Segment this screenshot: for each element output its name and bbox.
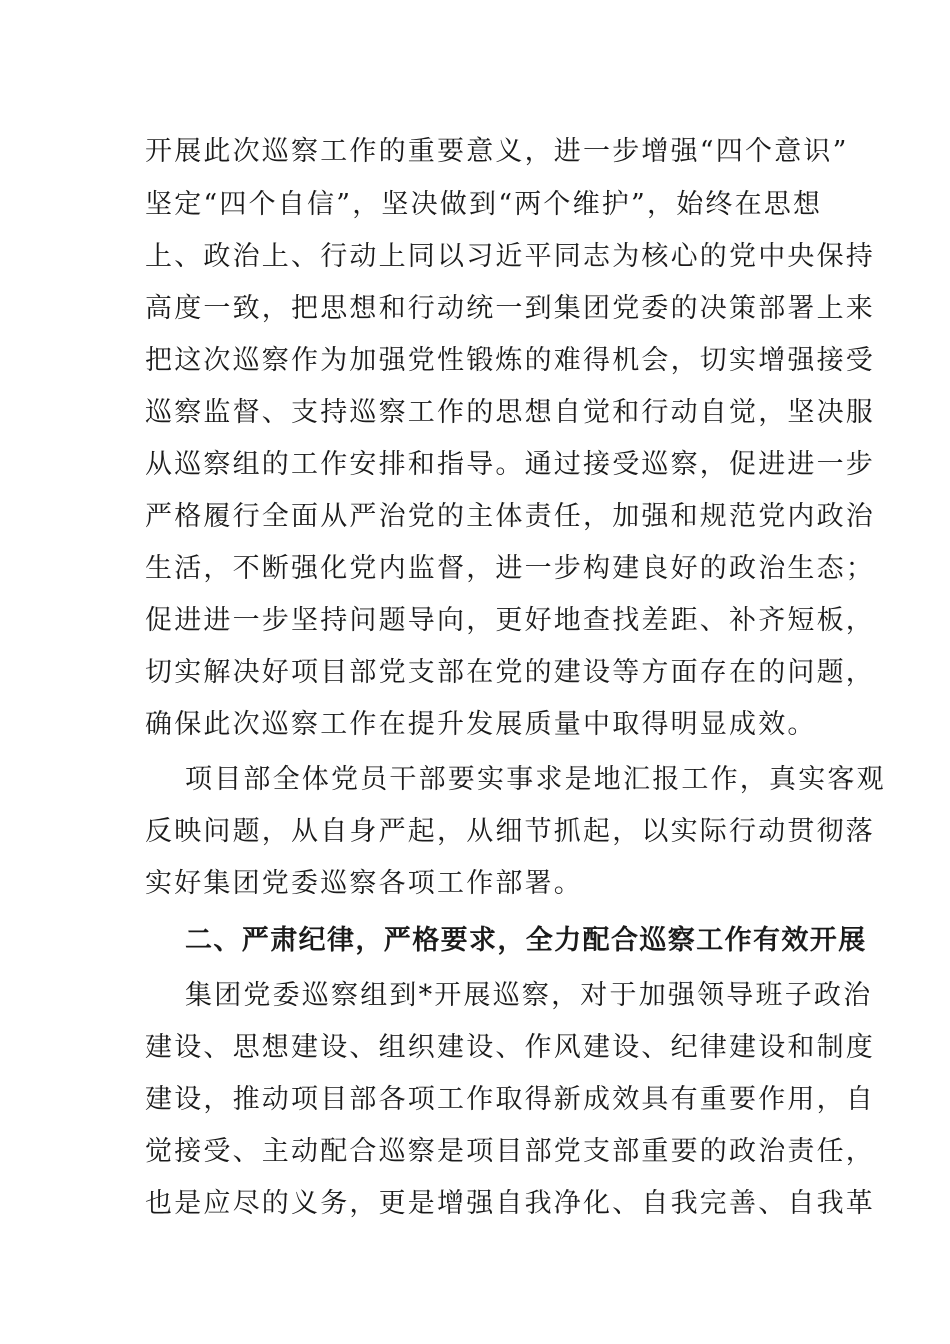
paragraph-2-line-2: 反映问题，从自身严起，从细节抓起，以实际行动贯彻落 [145,816,875,847]
paragraph-1-line-4: 高度一致，把思想和行动统一到集团党委的决策部署上来 [145,293,875,324]
paragraph-1-line-1: 开展此次巡察工作的重要意义，进一步增强“四个意识” [145,136,849,167]
paragraph-3-line-3: 建设，推动项目部各项工作取得新成效具有重要作用，自 [145,1084,875,1115]
paragraph-1-line-2: 坚定“四个自信”，坚决做到“两个维护”，始终在思想 [145,189,823,220]
paragraph-1-line-5: 把这次巡察作为加强党性锻炼的难得机会，切实增强接受 [145,345,875,376]
paragraph-1-line-12: 确保此次巡察工作在提升发展质量中取得明显成效。 [145,709,817,740]
paragraph-1-line-3: 上、政治上、行动上同以习近平同志为核心的党中央保持 [145,241,875,272]
paragraph-1-line-6: 巡察监督、支持巡察工作的思想自觉和行动自觉，坚决服 [145,397,875,428]
paragraph-3-line-4: 觉接受、主动配合巡察是项目部党支部重要的政治责任， [145,1136,875,1167]
paragraph-1-line-11: 切实解决好项目部党支部在党的建设等方面存在的问题， [145,657,875,688]
section-heading: 二、严肃纪律，严格要求，全力配合巡察工作有效开展 [185,925,867,956]
paragraph-1-line-9: 生活，不断强化党内监督，进一步构建良好的政治生态； [145,553,875,584]
paragraph-3-line-2: 建设、思想建设、组织建设、作风建设、纪律建设和制度 [145,1032,875,1063]
paragraph-1-line-10: 促进进一步坚持问题导向，更好地查找差距、补齐短板， [145,605,875,636]
paragraph-1-line-7: 从巡察组的工作安排和指导。通过接受巡察，促进进一步 [145,449,875,480]
paragraph-3-line-1: 集团党委巡察组到*开展巡察，对于加强领导班子政治 [185,980,873,1011]
paragraph-3-line-5: 也是应尽的义务，更是增强自我净化、自我完善、自我革 [145,1188,875,1219]
paragraph-1-line-8: 严格履行全面从严治党的主体责任，加强和规范党内政治 [145,501,875,532]
paragraph-2-line-1: 项目部全体党员干部要实事求是地汇报工作，真实客观 [185,764,886,795]
paragraph-2-line-3: 实好集团党委巡察各项工作部署。 [145,868,583,899]
